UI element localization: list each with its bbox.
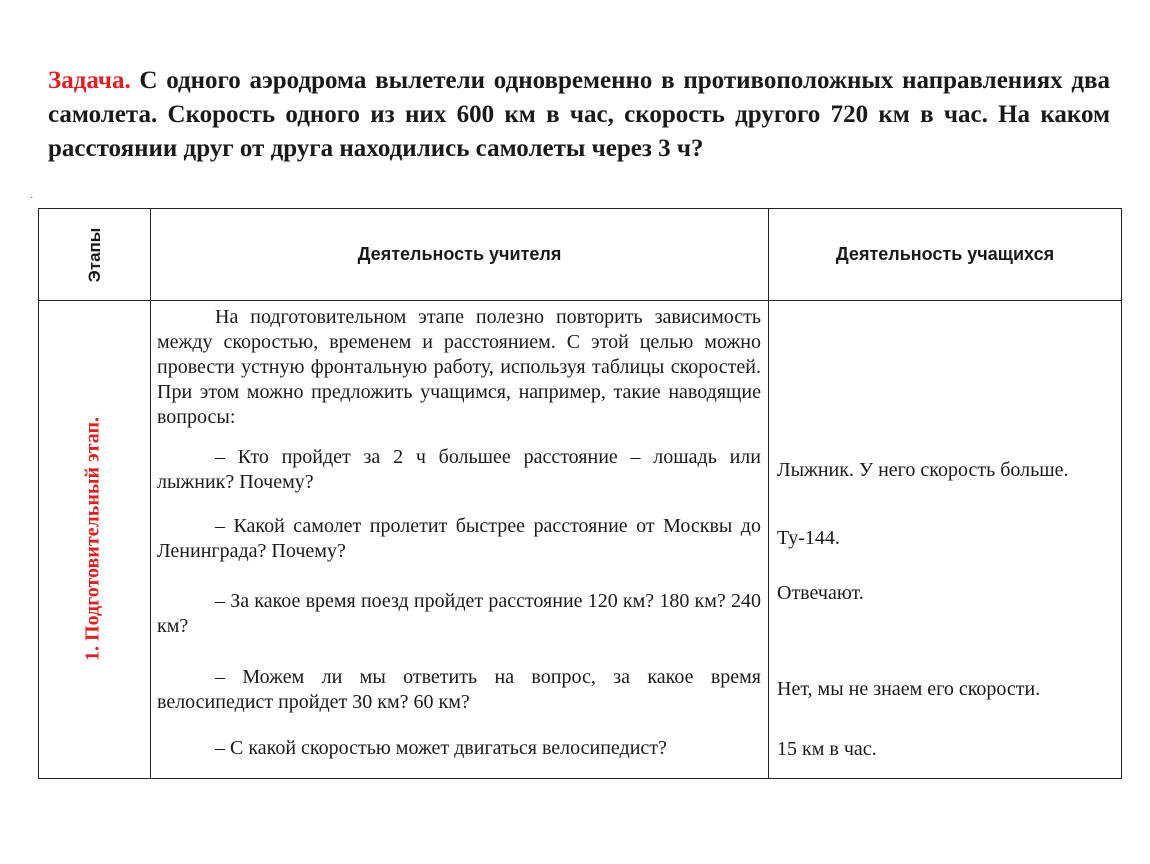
task-text: С одного аэродрома вылетели одновременно в противоположных направлениях два самолета. Скорость одного из них 600 км в час, скорость другого 720 км в час. На каком расстоянии друг от друга находились самолеты через 3 ч? bbox=[48, 67, 1110, 162]
teacher-question-3: – За какое время поезд пройдет расстояние 120 км? 180 км? 240 км? bbox=[157, 590, 761, 637]
student-answer-4: Нет, мы не знаем его скорости. bbox=[777, 678, 1041, 700]
header-stages: Этапы bbox=[85, 227, 104, 283]
student-answer-2: Ту-144. bbox=[777, 527, 840, 549]
header-divider bbox=[39, 300, 1121, 301]
teacher-question-5: – С какой скоростью может двигаться велосипедист? bbox=[215, 737, 667, 759]
header-students: Деятельность учащихся bbox=[835, 244, 1055, 264]
task-label: Задача. bbox=[48, 67, 131, 94]
student-answer-3: Отвечают. bbox=[777, 582, 864, 604]
teacher-intro: На подготовительном этапе полезно повторить зависимость между скоростью, временем и расстоянием. С этой целью можно провести устную фронтальную работу, используя таблицы скоростей. При этом можно предложить учащимся, например, такие наводящие вопросы: bbox=[157, 306, 761, 428]
teacher-question-2: – Какой самолет пролетит быстрее расстояние от Москвы до Ленинграда? Почему? bbox=[157, 515, 761, 562]
teacher-question-4: – Можем ли мы ответить на вопрос, за какое время велосипедист пройдет 30 км? 60 км? bbox=[157, 666, 761, 713]
stage-name: 1. Подготовительный этап. bbox=[81, 417, 104, 661]
lesson-table bbox=[38, 208, 1122, 779]
student-answer-5: 15 км в час. bbox=[777, 738, 877, 760]
table-anchor-marker: · bbox=[30, 193, 34, 204]
student-answer-1: Лыжник. У него скорость больше. bbox=[777, 459, 1069, 481]
task-statement bbox=[48, 64, 1110, 166]
header-teacher: Деятельность учителя bbox=[357, 244, 562, 264]
teacher-question-1: – Кто пройдет за 2 ч большее расстояние – лошадь или лыжник? Почему? bbox=[157, 446, 761, 493]
